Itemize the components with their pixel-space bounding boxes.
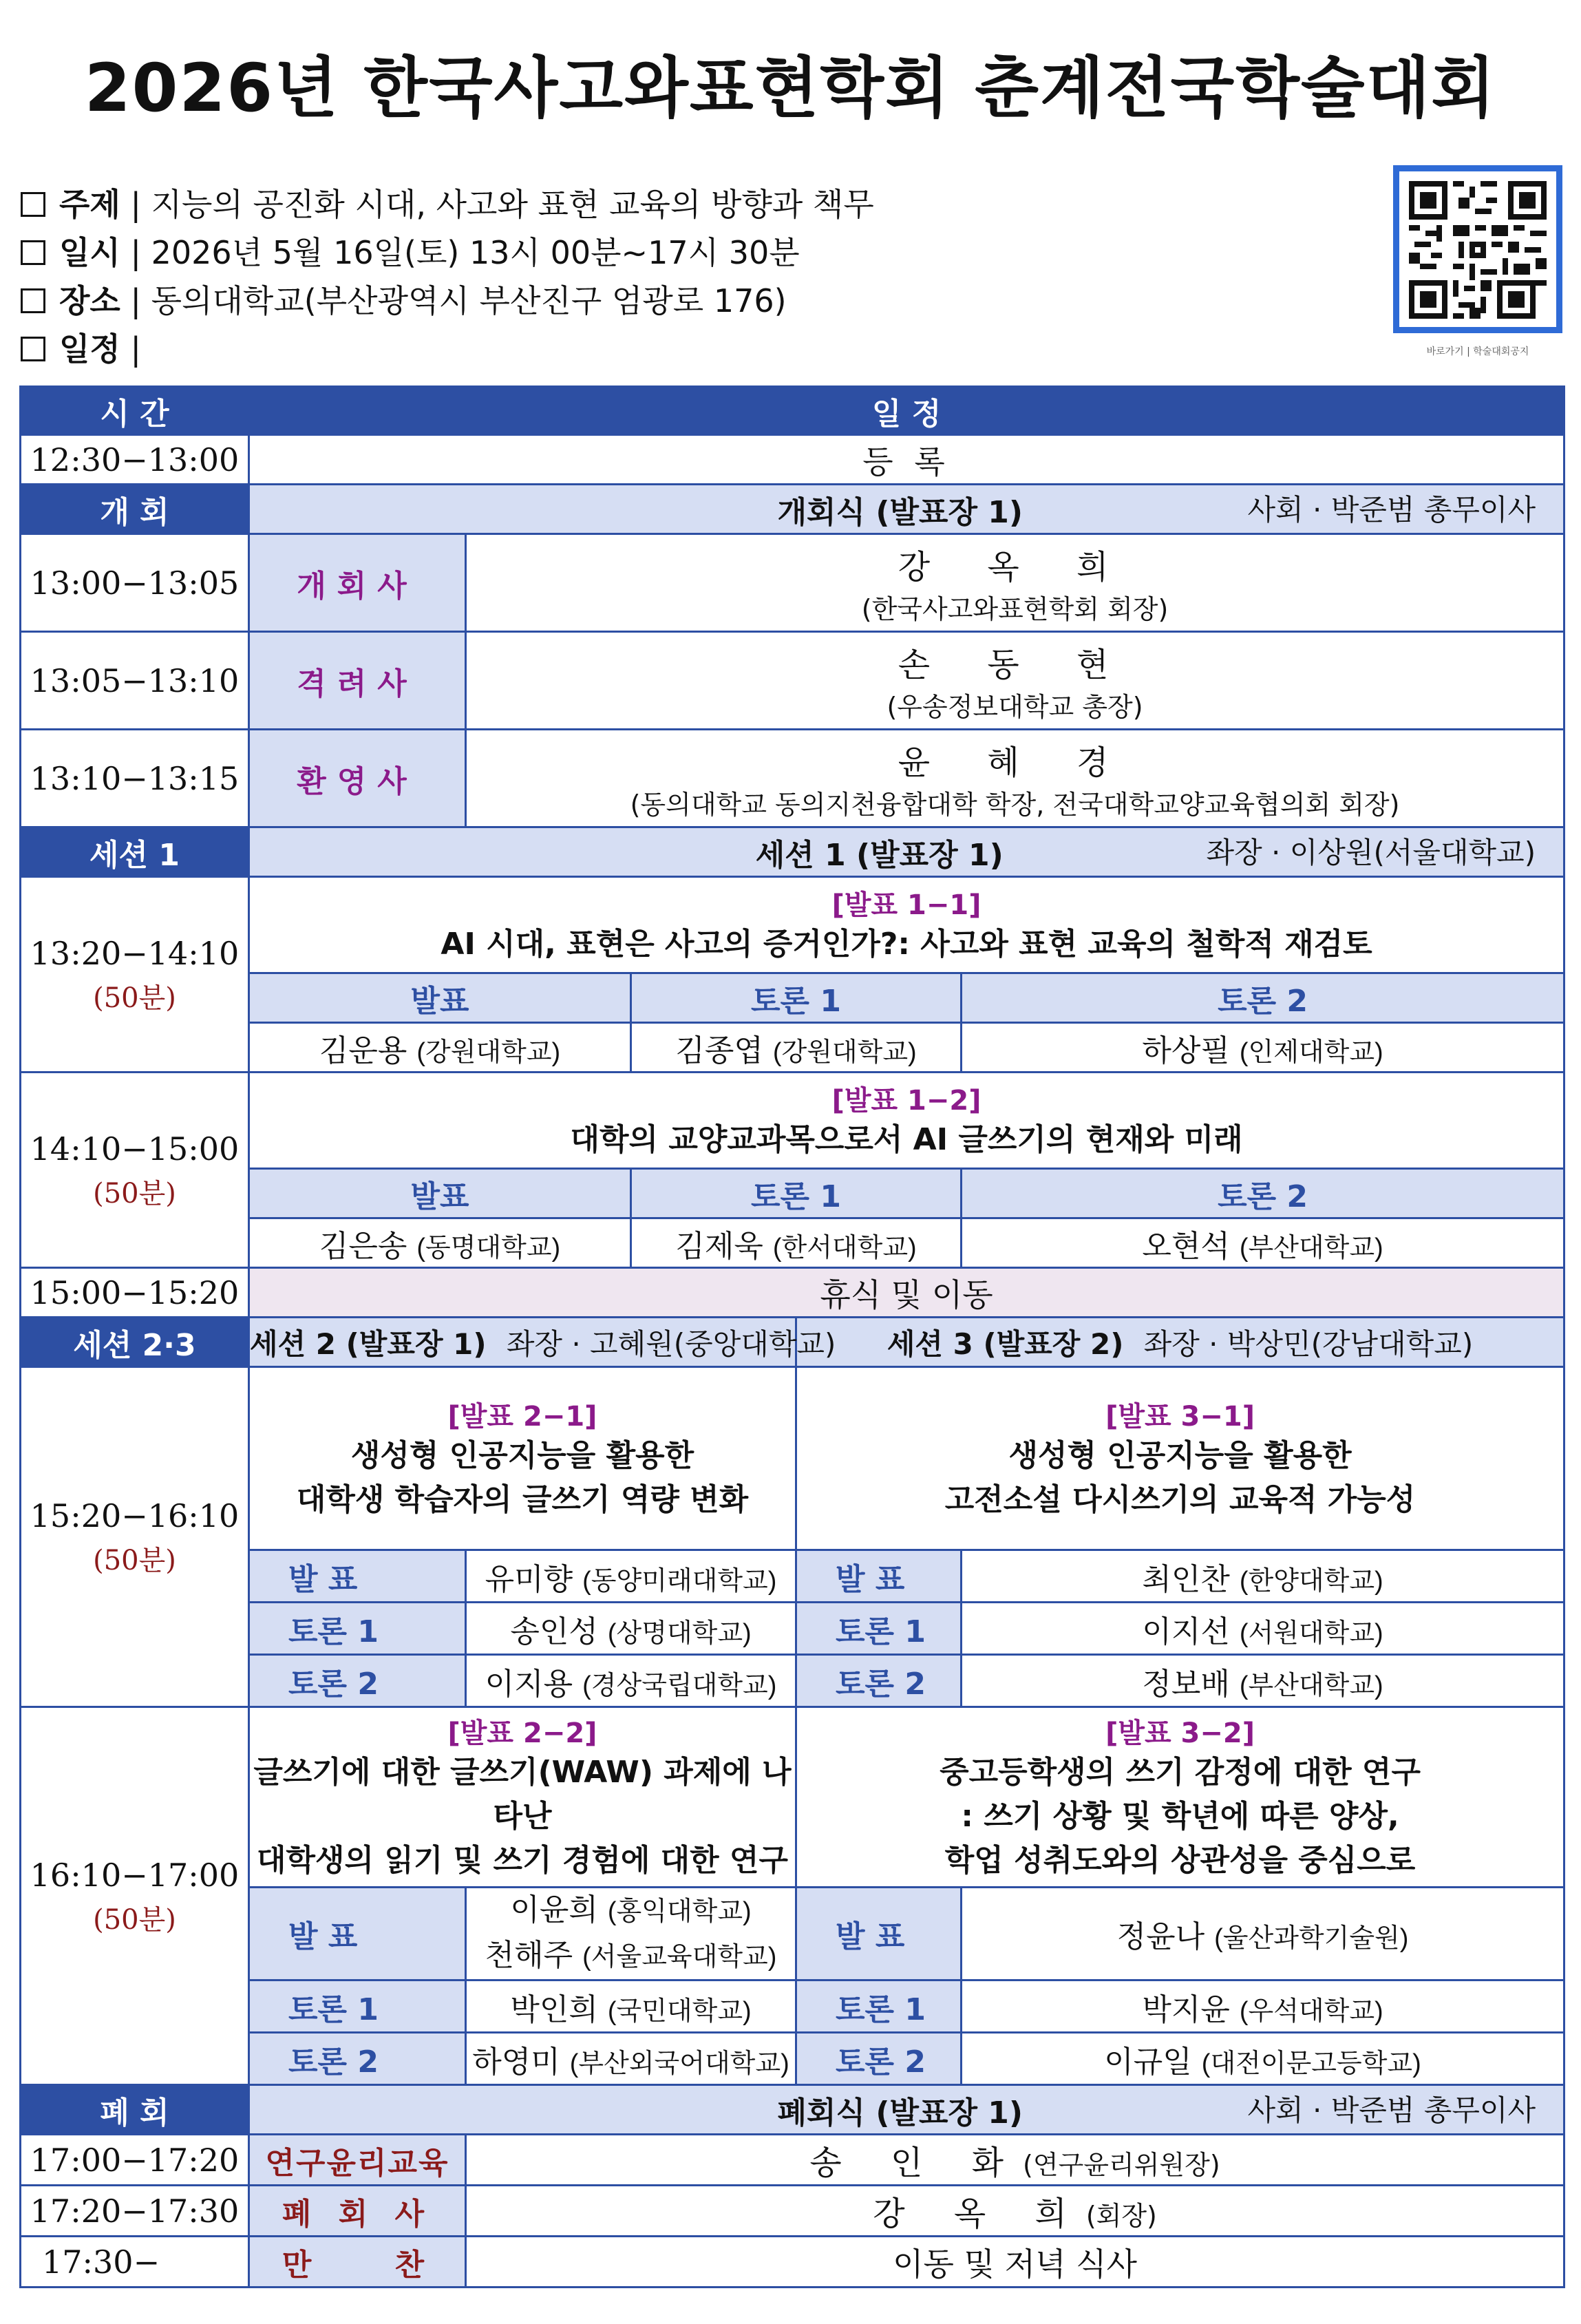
closing-item-row	[21, 2135, 1564, 2186]
person-name: 손 동 현	[898, 645, 1132, 684]
role-presenter-label: 발 표	[249, 1550, 466, 1603]
talk-time-cell	[21, 1707, 249, 2085]
person-affiliation: (동명대학교)	[416, 1233, 561, 1263]
s3-discussant-2	[962, 1655, 1564, 1707]
session1-header-row	[21, 827, 1564, 877]
parallel-d2-row	[21, 1655, 1564, 1707]
opening-item-row	[21, 730, 1564, 827]
talk-number: [발표 3−2]	[1105, 1718, 1255, 1749]
discussant-1	[631, 1023, 962, 1073]
role-discussant2-label: 토론 2	[249, 1655, 466, 1707]
discussant-2	[962, 1218, 1564, 1268]
closing-item-time: 17:30−	[21, 2237, 249, 2288]
opening-host: 사회 · 박준범 총무이사	[1247, 492, 1536, 527]
session3-talk-heading	[796, 1707, 1564, 1888]
session2-chair: 좌장 · 고혜원(중앙대학교)	[506, 1327, 836, 1361]
talk-title-line1: 중고등학생의 쓰기 감정에 대한 연구	[940, 1755, 1421, 1790]
talk-duration: (50분)	[93, 1178, 176, 1209]
session2-talk-heading	[249, 1707, 796, 1888]
talk-title-row	[21, 877, 1564, 973]
s2-presenters	[466, 1888, 796, 1980]
talk-title-row	[21, 1073, 1564, 1169]
session2-title: 세션 2 (발표장 1)	[250, 1327, 487, 1361]
talk-heading	[249, 1073, 1564, 1169]
person-affiliation: (강원대학교)	[772, 1037, 917, 1067]
header-row	[21, 387, 1564, 435]
talk-heading	[249, 877, 1564, 973]
closing-item-time: 17:00−17:20	[21, 2135, 249, 2186]
person-affiliation: (한양대학교)	[1239, 1566, 1383, 1596]
talk-duration: (50분)	[93, 982, 176, 1014]
talk-duration: (50분)	[93, 1545, 176, 1576]
person-name: 강 옥 희	[873, 2195, 1086, 2233]
person-name: 송 인 화	[809, 2144, 1023, 2182]
person-name: 하상필	[1142, 1033, 1230, 1068]
schedule-table	[19, 385, 1565, 2288]
s2-discussant-2	[466, 2033, 796, 2085]
session3-chair: 좌장 · 박상민(강남대학교)	[1143, 1327, 1474, 1361]
closing-item-row	[21, 2186, 1564, 2237]
closing-item-time: 17:20−17:30	[21, 2186, 249, 2237]
presenter	[249, 1023, 631, 1073]
closing-item-role: 연구윤리교육	[249, 2135, 466, 2186]
parallel-presenter-row	[21, 1550, 1564, 1603]
session3-title: 세션 3 (발표장 2)	[887, 1327, 1124, 1361]
date-label: 일시	[59, 234, 120, 271]
talk-number: [발표 2−1]	[447, 1401, 597, 1433]
opening-item-time: 13:10−13:15	[21, 730, 249, 827]
role-discussant1-label: 토론 1	[796, 1980, 962, 2033]
presenter	[467, 1934, 795, 1979]
person-name: 정윤나	[1116, 1919, 1205, 1954]
checkbox-icon	[21, 192, 45, 217]
talk-title-line2: : 쓰기 상황 및 학년에 따른 양상,	[961, 1799, 1399, 1834]
person-name: 박지윤	[1142, 1992, 1230, 2027]
role-discussant1-label: 토론 1	[249, 1980, 466, 2033]
role-discussant1-label: 토론 1	[796, 1603, 962, 1655]
talk-time: 13:20−14:10	[30, 935, 240, 972]
parallel-title-row	[21, 1367, 1564, 1550]
qr-caption: 바로가기 | 학술대회공지	[1426, 346, 1529, 357]
talk-time: 16:10−17:00	[30, 1856, 240, 1894]
role-discussant1-label: 토론 1	[249, 1603, 466, 1655]
session23-header-row	[21, 1318, 1564, 1367]
talk-number: [발표 3−1]	[1105, 1401, 1255, 1433]
parallel-d2-row	[21, 2033, 1564, 2085]
person-name: 정보배	[1142, 1666, 1230, 1702]
place-text: 동의대학교(부산광역시 부산진구 엄광로 176)	[151, 282, 787, 319]
person-affiliation: (동의대학교 동의지천융합대학 학장, 전국대학교양교육협의회 회장)	[630, 789, 1400, 820]
person-name: 김은송	[319, 1228, 407, 1264]
s2-discussant-1	[466, 1603, 796, 1655]
talk-number: [발표 1−2]	[831, 1085, 982, 1117]
page-title: 2026년 한국사고와표현학회 춘계전국학술대회	[84, 50, 1497, 127]
s3-discussant-1	[962, 1980, 1564, 2033]
session2-talk-heading	[249, 1367, 796, 1550]
closing-item-person	[466, 2135, 1564, 2186]
person-name: 김제욱	[675, 1228, 763, 1264]
parallel-d1-row	[21, 1603, 1564, 1655]
header-schedule: 일 정	[249, 387, 1564, 435]
opening-item-row	[21, 534, 1564, 632]
registration-row	[21, 435, 1564, 485]
talk-title-line2: 대학생의 읽기 및 쓰기 경험에 대한 연구	[257, 1843, 788, 1878]
parallel-presenter-row	[21, 1888, 1564, 1980]
opening-item-role: 격려사	[249, 632, 466, 730]
person-affiliation: (부산외국어대학교)	[569, 2049, 789, 2078]
opening-item-person	[466, 632, 1564, 730]
break-time: 15:00−15:20	[21, 1268, 249, 1318]
person-affiliation: (대전이문고등학교)	[1201, 2049, 1421, 2078]
closing-header-row	[21, 2085, 1564, 2135]
closing-item-role: 폐 회 사	[249, 2186, 466, 2237]
person-affiliation: (상명대학교)	[607, 1618, 752, 1648]
info-theme: 주제 | 지능의 공진화 시대, 사고와 표현 교육의 방향과 책무	[21, 180, 874, 229]
opening-item-role: 환영사	[249, 730, 466, 827]
event-info	[21, 180, 874, 373]
person-affiliation: (부산대학교)	[1239, 1671, 1383, 1700]
role-presenter-label: 발 표	[796, 1550, 962, 1603]
role-presenter-label: 발표	[249, 1169, 631, 1218]
talk-people-row	[21, 1023, 1564, 1073]
person-affiliation: (울산과학기술원)	[1214, 1924, 1409, 1953]
session23-section-label: 세션 2·3	[21, 1318, 249, 1367]
parallel-title-row	[21, 1707, 1564, 1888]
info-schedule: 일정 |	[21, 325, 874, 373]
session1-section-label: 세션 1	[21, 827, 249, 877]
break-row	[21, 1268, 1564, 1318]
closing-item-person	[466, 2186, 1564, 2237]
talk-number: [발표 1−1]	[831, 889, 982, 921]
opening-item-time: 13:05−13:10	[21, 632, 249, 730]
info-place: 장소 | 동의대학교(부산광역시 부산진구 엄광로 176)	[21, 277, 874, 325]
person-name: 최인찬	[1142, 1561, 1230, 1597]
theme-label: 주제	[59, 186, 120, 223]
person-name: 송인성	[510, 1614, 598, 1649]
role-presenter-label: 발 표	[249, 1888, 466, 1980]
person-affiliation: (홍익대학교)	[607, 1897, 752, 1926]
talk-people-row	[21, 1218, 1564, 1268]
session3-header	[796, 1318, 1564, 1367]
person-name: 김운용	[319, 1033, 407, 1068]
person-affiliation: (회장)	[1085, 2201, 1157, 2231]
date-text: 2026년 5월 16일(토) 13시 00분~17시 30분	[151, 234, 800, 271]
person-affiliation: (인제대학교)	[1239, 1037, 1383, 1067]
person-affiliation: (한서대학교)	[772, 1233, 917, 1263]
person-name: 강 옥 희	[898, 547, 1132, 587]
person-affiliation: (부산대학교)	[1239, 1233, 1383, 1263]
qr-code-icon	[1409, 181, 1547, 319]
opening-item-time: 13:00−13:05	[21, 534, 249, 632]
role-discussant1-label: 토론 1	[631, 1169, 962, 1218]
role-presenter-label: 발 표	[796, 1888, 962, 1980]
talk-time-cell	[21, 1367, 249, 1707]
s2-presenter	[466, 1550, 796, 1603]
person-name: 김종엽	[675, 1033, 763, 1068]
s3-discussant-2	[962, 2033, 1564, 2085]
header-time: 시 간	[21, 387, 249, 435]
info-date: 일시 | 2026년 5월 16일(토) 13시 00분~17시 30분	[21, 229, 874, 277]
session1-header	[249, 827, 1564, 877]
closing-section-label: 폐 회	[21, 2085, 249, 2135]
break-label: 휴식 및 이동	[249, 1268, 1564, 1318]
person-name: 하영미	[472, 2044, 560, 2080]
person-affiliation: (서울교육대학교)	[582, 1943, 777, 1972]
person-name: 박인희	[510, 1992, 598, 2027]
opening-header	[249, 485, 1564, 534]
s3-presenter	[962, 1550, 1564, 1603]
registration-label: 등 록	[249, 435, 1564, 485]
talk-roles-row	[21, 1169, 1564, 1218]
opening-item-role: 개회사	[249, 534, 466, 632]
s2-discussant-2	[466, 1655, 796, 1707]
person-affiliation: (서원대학교)	[1239, 1618, 1383, 1648]
checkbox-icon	[21, 288, 45, 313]
parallel-d1-row	[21, 1980, 1564, 2033]
s3-presenter	[962, 1888, 1564, 1980]
opening-section-label: 개 회	[21, 485, 249, 534]
person-name: 이지선	[1142, 1614, 1230, 1649]
closing-item-activity: 이동 및 저녁 식사	[466, 2237, 1564, 2288]
person-name: 윤 혜 경	[898, 743, 1132, 782]
opening-item-person	[466, 534, 1564, 632]
person-name: 유미향	[485, 1561, 573, 1597]
closing-host: 사회 · 박준범 총무이사	[1247, 2093, 1536, 2127]
session1-title: 세션 1 (발표장 1)	[755, 837, 1004, 873]
talk-title-line1: 생성형 인공지능을 활용한	[350, 1438, 694, 1473]
talk-title: AI 시대, 표현은 사고의 증거인가?: 사고와 표현 교육의 철학적 재검토	[441, 927, 1372, 962]
person-name: 이규일	[1104, 2044, 1192, 2080]
person-name: 오현석	[1142, 1228, 1230, 1264]
talk-time: 15:20−16:10	[30, 1497, 240, 1534]
talk-title-line2: 대학생 학습자의 글쓰기 역량 변화	[296, 1482, 749, 1517]
closing-header	[249, 2085, 1564, 2135]
person-affiliation: (우송정보대학교 총장)	[887, 691, 1143, 722]
role-discussant2-label: 토론 2	[796, 2033, 962, 2085]
talk-title: 대학의 교양교과목으로서 AI 글쓰기의 현재와 미래	[570, 1122, 1243, 1157]
person-affiliation: (한국사고와표현학회 회장)	[861, 593, 1169, 624]
talk-duration: (50분)	[93, 1903, 176, 1936]
s2-discussant-1	[466, 1980, 796, 2033]
talk-time-cell	[21, 1073, 249, 1268]
role-presenter-label: 발표	[249, 973, 631, 1023]
discussant-1	[631, 1218, 962, 1268]
talk-roles-row	[21, 973, 1564, 1023]
session2-header	[249, 1318, 836, 1367]
role-discussant2-label: 토론 2	[249, 2033, 466, 2085]
role-discussant2-label: 토론 2	[796, 1655, 962, 1707]
talk-title-line2: 고전소설 다시쓰기의 교육적 가능성	[944, 1482, 1416, 1517]
person-affiliation: (경상국립대학교)	[582, 1671, 777, 1700]
opening-item-person	[466, 730, 1564, 827]
discussant-2	[962, 1023, 1564, 1073]
s3-discussant-1	[962, 1603, 1564, 1655]
role-discussant2-label: 토론 2	[962, 1169, 1564, 1218]
closing-title: 폐회식 (발표장 1)	[777, 2095, 1023, 2131]
presenter	[249, 1218, 631, 1268]
talk-title-line3: 학업 성취도와의 상관성을 중심으로	[944, 1843, 1416, 1878]
role-discussant1-label: 토론 1	[631, 973, 962, 1023]
session1-chair: 좌장 · 이상원(서울대학교)	[1206, 835, 1536, 869]
place-label: 장소	[59, 282, 120, 319]
role-discussant2-label: 토론 2	[962, 973, 1564, 1023]
talk-number: [발표 2−2]	[447, 1718, 597, 1749]
qr-code[interactable]	[1393, 165, 1562, 333]
talk-time-cell	[21, 877, 249, 1073]
person-name: 이지용	[485, 1666, 573, 1702]
talk-title-line1: 글쓰기에 대한 글쓰기(WAW) 과제에 나타난	[253, 1755, 792, 1834]
person-affiliation: (동양미래대학교)	[582, 1566, 777, 1596]
person-affiliation: (강원대학교)	[416, 1037, 561, 1067]
person-affiliation: (우석대학교)	[1239, 1996, 1383, 2026]
schedule-label: 일정	[59, 330, 120, 368]
checkbox-icon	[21, 337, 45, 361]
person-affiliation: (연구윤리위원장)	[1023, 2150, 1220, 2180]
person-name: 이윤희	[510, 1892, 598, 1927]
talk-time: 14:10−15:00	[30, 1130, 240, 1168]
registration-time: 12:30−13:00	[21, 435, 249, 485]
person-name: 천해주	[485, 1938, 573, 1973]
session3-talk-heading	[796, 1367, 1564, 1550]
person-affiliation: (국민대학교)	[607, 1996, 752, 2026]
opening-title: 개회식 (발표장 1)	[777, 494, 1023, 530]
theme-text: 지능의 공진화 시대, 사고와 표현 교육의 방향과 책무	[151, 186, 874, 223]
talk-title-line1: 생성형 인공지능을 활용한	[1008, 1438, 1352, 1473]
closing-item-row	[21, 2237, 1564, 2288]
checkbox-icon	[21, 240, 45, 265]
opening-header-row	[21, 485, 1564, 534]
opening-item-row	[21, 632, 1564, 730]
presenter	[467, 1888, 795, 1934]
closing-item-role: 만 찬	[249, 2237, 466, 2288]
